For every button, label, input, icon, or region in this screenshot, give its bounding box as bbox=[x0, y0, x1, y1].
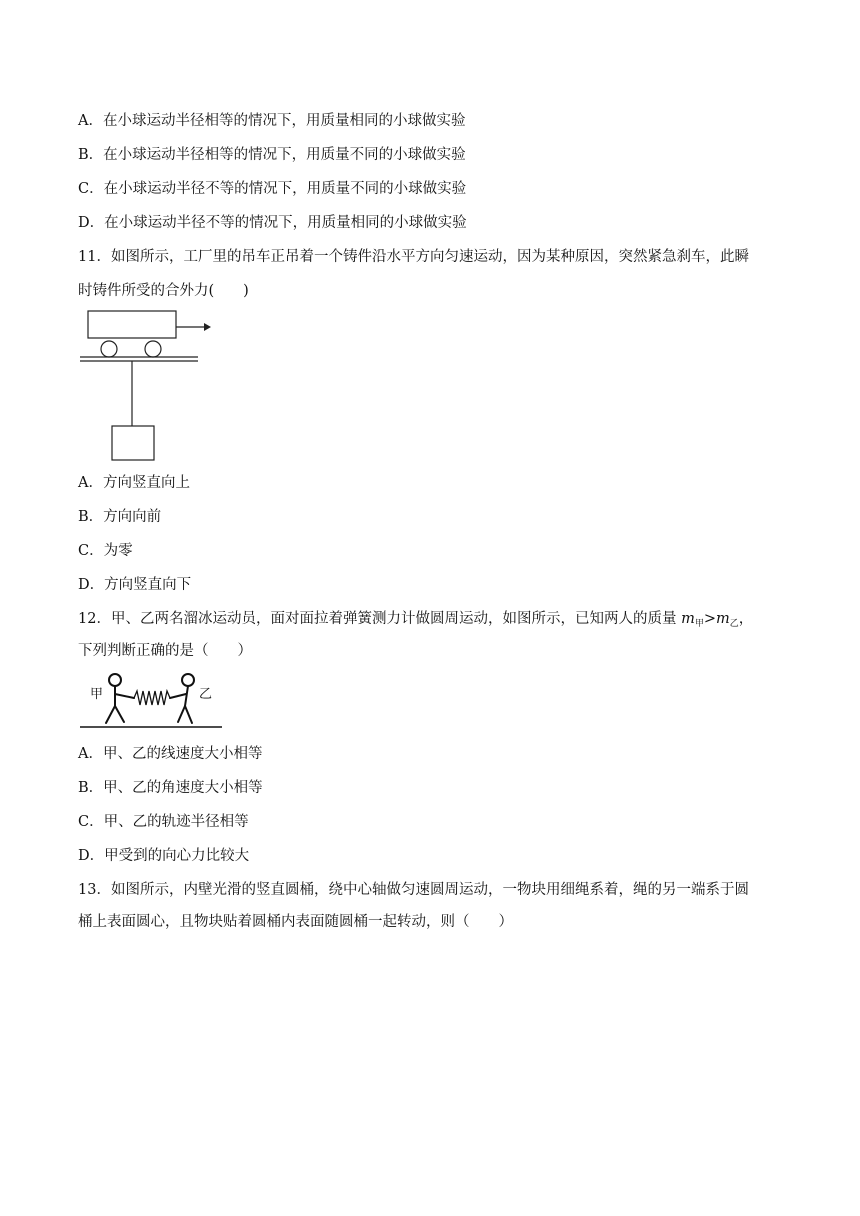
skater-a-head bbox=[109, 674, 121, 686]
casting-block bbox=[112, 426, 154, 460]
q11-option-c: C．为零 bbox=[78, 543, 133, 559]
mass-subscript-b: 乙 bbox=[729, 619, 739, 629]
skater-label-yi: 乙 bbox=[199, 687, 213, 702]
q12-option-b: B．甲、乙的角速度大小相等 bbox=[78, 780, 263, 796]
greater-than-sign: > bbox=[703, 611, 716, 627]
skater-b-leg-left bbox=[178, 706, 185, 722]
q11-option-d: D．方向竖直向下 bbox=[78, 577, 192, 593]
q13-stem-line1: 13．如图所示，内壁光滑的竖直圆桶，绕中心轴做匀速圆周运动，一物块用细绳系着，绳的另一端系于圆 bbox=[78, 882, 749, 898]
mass-subscript-a: 甲 bbox=[694, 619, 704, 629]
q12-stem-line2: 下列判断正确的是（ ） bbox=[78, 643, 252, 659]
q10-option-b: B．在小球运动半径相等的情况下，用质量不同的小球做实验 bbox=[78, 147, 466, 163]
q12-option-d: D．甲受到的向心力比较大 bbox=[78, 848, 250, 864]
q10-option-d: D．在小球运动半径不等的情况下，用质量相同的小球做实验 bbox=[78, 215, 467, 231]
q10-option-a: A．在小球运动半径相等的情况下，用质量相同的小球做实验 bbox=[78, 113, 466, 129]
q12-option-c: C．甲、乙的轨迹半径相等 bbox=[78, 814, 249, 830]
q10-option-c: C．在小球运动半径不等的情况下，用质量不同的小球做实验 bbox=[78, 181, 467, 197]
q12-stem-suffix: ， bbox=[738, 611, 754, 627]
q12-option-a: A．甲、乙的线速度大小相等 bbox=[78, 746, 263, 762]
trolley-wheel-right bbox=[145, 341, 161, 357]
arrow-head bbox=[204, 323, 211, 331]
skater-a-leg-left bbox=[106, 706, 115, 723]
q11-option-a: A．方向竖直向上 bbox=[78, 475, 190, 491]
q11-option-b: B．方向向前 bbox=[78, 509, 162, 525]
q13-stem-line2: 桶上表面圆心，且物块贴着圆桶内表面随圆桶一起转动，则（ ） bbox=[78, 914, 513, 930]
skater-label-jia: 甲 bbox=[90, 687, 104, 702]
q11-stem-line2: 时铸件所受的合外力( ) bbox=[78, 283, 249, 299]
skater-b-arm bbox=[170, 694, 186, 698]
mass-symbol-b: m bbox=[715, 611, 730, 627]
skaters-drawing bbox=[80, 668, 222, 734]
skater-a-leg-right bbox=[115, 706, 124, 722]
skater-b-head bbox=[182, 674, 194, 686]
crane-casting-figure bbox=[80, 308, 220, 464]
mass-symbol-a: m bbox=[681, 611, 695, 627]
skater-a-arm bbox=[115, 694, 134, 698]
spring-scale bbox=[134, 691, 170, 705]
skater-b-body bbox=[185, 686, 188, 706]
skater-b-leg-right bbox=[185, 706, 192, 723]
q11-stem-line1: 11．如图所示，工厂里的吊车正吊着一个铸件沿水平方向匀速运动，因为某种原因，突然紧急刹车，此瞬 bbox=[78, 249, 749, 265]
skaters-figure bbox=[80, 668, 222, 734]
q12-stem-prefix: 12．甲、乙两名溜冰运动员，面对面拉着弹簧测力计做圆周运动，如图所示，已知两人的质量 bbox=[78, 611, 682, 627]
crane-trolley-body bbox=[88, 311, 176, 338]
trolley-wheel-left bbox=[101, 341, 117, 357]
q12-stem-line1 bbox=[78, 609, 753, 634]
